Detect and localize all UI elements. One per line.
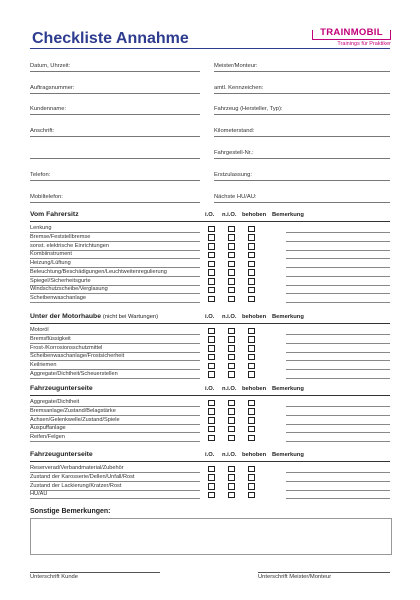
checkbox-behoben[interactable] xyxy=(248,426,255,433)
remark-field[interactable] xyxy=(286,490,390,499)
checklist-row xyxy=(30,259,390,268)
checkbox-nio[interactable] xyxy=(228,328,235,335)
checkbox-nio[interactable] xyxy=(228,345,235,352)
checklist-item-label: Heizung/Lüftung xyxy=(30,259,200,268)
checkbox-io[interactable] xyxy=(208,354,215,361)
logo-brand: TRAINMOBIL xyxy=(312,27,391,40)
remark-field[interactable] xyxy=(286,250,390,259)
checkbox-io[interactable] xyxy=(208,345,215,352)
field-right-0[interactable]: Meister/Monteur: xyxy=(214,62,390,72)
checkbox-behoben[interactable] xyxy=(248,252,255,259)
field-right-5[interactable]: Erstzulassung: xyxy=(214,171,390,181)
remark-field[interactable] xyxy=(286,361,390,370)
column-nio: n.i.O. xyxy=(222,386,237,392)
checklist-item-label: Lenkung xyxy=(30,224,200,233)
checklist-item-label: Zustand der Lackierung/Kratzer/Rost xyxy=(30,482,200,491)
field-left-6[interactable]: Mobiltelefon: xyxy=(30,193,200,203)
checklist-item-label: Zustand der Karosserie/Dellen/Unfall/Rost xyxy=(30,473,200,482)
logo-tagline: Trainings für Praktiker xyxy=(337,41,391,47)
remark-field[interactable] xyxy=(286,482,390,491)
checklist-item-label: Beleuchtung/Beschädigungen/Leuchtweitenregulierung xyxy=(30,268,200,277)
checklist-item-label: Spiegel/Sicherheitsgurte xyxy=(30,277,200,286)
checkbox-io[interactable] xyxy=(208,483,215,490)
checkbox-behoben[interactable] xyxy=(248,400,255,407)
remark-field[interactable] xyxy=(286,277,390,286)
section-title-text: Fahrzeugunterseite xyxy=(30,385,93,392)
section-title xyxy=(30,211,79,218)
remarks-heading: Sonstige Bemerkungen: xyxy=(30,508,111,515)
checklist-row xyxy=(30,398,390,407)
checkbox-behoben[interactable] xyxy=(248,278,255,285)
checkbox-nio[interactable] xyxy=(228,243,235,250)
remark-field[interactable] xyxy=(286,352,390,361)
checkbox-behoben[interactable] xyxy=(248,287,255,294)
checkbox-behoben[interactable] xyxy=(248,296,255,303)
checklist-row xyxy=(30,285,390,294)
remark-field[interactable] xyxy=(286,473,390,482)
checklist-row xyxy=(30,361,390,370)
remark-field[interactable] xyxy=(286,224,390,233)
checklist-item-label: Frost-/Korrosionsschutzmittel xyxy=(30,344,200,353)
checklist-row xyxy=(30,224,390,233)
column-behoben: behoben xyxy=(242,386,267,392)
checkbox-behoben[interactable] xyxy=(248,243,255,250)
checkbox-behoben[interactable] xyxy=(248,234,255,241)
checkbox-io[interactable] xyxy=(208,408,215,415)
remark-field[interactable] xyxy=(286,433,390,442)
remark-field[interactable] xyxy=(286,464,390,473)
checklist-item-label: Bremse/Feststellbremse xyxy=(30,233,200,242)
section-header xyxy=(30,385,390,396)
checkbox-nio[interactable] xyxy=(228,408,235,415)
remark-field[interactable] xyxy=(286,424,390,433)
checklist-row xyxy=(30,482,390,491)
remark-field[interactable] xyxy=(286,407,390,416)
checklist-item-label: Windschutzscheibe/Verglasung xyxy=(30,285,200,294)
checkbox-nio[interactable] xyxy=(228,287,235,294)
checkbox-nio[interactable] xyxy=(228,336,235,343)
remark-field[interactable] xyxy=(286,259,390,268)
remark-field[interactable] xyxy=(286,335,390,344)
checklist-item-label: Scheibenwaschanlage xyxy=(30,294,200,303)
section-title-text: Vom Fahrersitz xyxy=(30,211,79,218)
checkbox-io[interactable] xyxy=(208,371,215,378)
checkbox-nio[interactable] xyxy=(228,296,235,303)
checkbox-behoben[interactable] xyxy=(248,483,255,490)
checklist-row xyxy=(30,407,390,416)
checkbox-behoben[interactable] xyxy=(248,435,255,442)
checklist-row xyxy=(30,344,390,353)
section-header xyxy=(30,211,390,222)
checkbox-behoben[interactable] xyxy=(248,371,255,378)
trainmobil-logo xyxy=(312,27,391,47)
checklist-row xyxy=(30,277,390,286)
remark-field[interactable] xyxy=(286,326,390,335)
checkbox-behoben[interactable] xyxy=(248,328,255,335)
checkbox-nio[interactable] xyxy=(228,252,235,259)
checkbox-nio[interactable] xyxy=(228,234,235,241)
checkbox-io[interactable] xyxy=(208,226,215,233)
checkbox-io[interactable] xyxy=(208,243,215,250)
header-divider xyxy=(30,48,390,49)
column-bemerkung: Bemerkung xyxy=(272,212,304,218)
checklist-item-label: Auspuffanlage xyxy=(30,424,200,433)
checklist-item-label: Reserverad/Verbandmaterial/Zubehör xyxy=(30,464,200,473)
checkbox-nio[interactable] xyxy=(228,278,235,285)
checklist-row xyxy=(30,268,390,277)
checkbox-io[interactable] xyxy=(208,278,215,285)
checkbox-io[interactable] xyxy=(208,400,215,407)
remark-field[interactable] xyxy=(286,294,390,303)
checkbox-behoben[interactable] xyxy=(248,336,255,343)
checkbox-nio[interactable] xyxy=(228,354,235,361)
remark-field[interactable] xyxy=(286,416,390,425)
checklist-item-label: Aggregate/Dichtheit/Scheuerstellen xyxy=(30,370,200,379)
checklist-row xyxy=(30,473,390,482)
checkbox-io[interactable] xyxy=(208,492,215,499)
remark-field[interactable] xyxy=(286,233,390,242)
remark-field[interactable] xyxy=(286,370,390,379)
checkbox-behoben[interactable] xyxy=(248,492,255,499)
field-left-3[interactable]: Anschrift: xyxy=(30,127,200,137)
field-left-2[interactable]: Kundenname: xyxy=(30,105,200,115)
column-behoben: behoben xyxy=(242,314,267,320)
checkbox-nio[interactable] xyxy=(228,371,235,378)
column-nio: n.i.O. xyxy=(222,452,237,458)
checkbox-io[interactable] xyxy=(208,269,215,276)
checkbox-behoben[interactable] xyxy=(248,474,255,481)
checkbox-nio[interactable] xyxy=(228,426,235,433)
page-title: Checkliste Annahme xyxy=(32,30,189,47)
checklist-row xyxy=(30,416,390,425)
checkbox-behoben[interactable] xyxy=(248,408,255,415)
checkbox-io[interactable] xyxy=(208,261,215,268)
checkbox-io[interactable] xyxy=(208,426,215,433)
checkbox-io[interactable] xyxy=(208,234,215,241)
checklist-item-label: HU/AU xyxy=(30,490,200,499)
field-left-4[interactable] xyxy=(30,149,200,159)
checkbox-nio[interactable] xyxy=(228,435,235,442)
checkbox-io[interactable] xyxy=(208,474,215,481)
checkbox-nio[interactable] xyxy=(228,261,235,268)
column-behoben: behoben xyxy=(242,212,267,218)
checklist-row xyxy=(30,424,390,433)
column-nio: n.i.O. xyxy=(222,314,237,320)
checkbox-nio[interactable] xyxy=(228,474,235,481)
checklist-row xyxy=(30,294,390,303)
section-title xyxy=(30,385,93,392)
checkbox-behoben[interactable] xyxy=(248,345,255,352)
checkbox-io[interactable] xyxy=(208,417,215,424)
checklist-row xyxy=(30,242,390,251)
section-header xyxy=(30,451,390,462)
signature-mechanic[interactable]: Unterschrift Meister/Monteur xyxy=(258,572,390,580)
checkbox-nio[interactable] xyxy=(228,363,235,370)
checklist-row xyxy=(30,326,390,335)
section-header xyxy=(30,313,390,324)
column-io: i.O. xyxy=(205,452,215,458)
checkbox-behoben[interactable] xyxy=(248,417,255,424)
checkbox-io[interactable] xyxy=(208,252,215,259)
checklist-item-label: Kombiinstrument xyxy=(30,250,200,259)
checkbox-io[interactable] xyxy=(208,466,215,473)
section-title xyxy=(30,313,158,320)
column-nio: n.i.O. xyxy=(222,212,237,218)
checkbox-nio[interactable] xyxy=(228,226,235,233)
checklist-row xyxy=(30,370,390,379)
column-bemerkung: Bemerkung xyxy=(272,452,304,458)
field-left-1[interactable]: Auftragsnummer: xyxy=(30,84,200,94)
field-right-2[interactable]: Fahrzeug (Hersteller, Typ): xyxy=(214,105,390,115)
checklist-row xyxy=(30,433,390,442)
checklist-item-label: Achsen/Gelenkwelle/Zustand/Spiele xyxy=(30,416,200,425)
checkbox-nio[interactable] xyxy=(228,492,235,499)
remark-field[interactable] xyxy=(286,242,390,251)
section-title xyxy=(30,451,93,458)
remarks-box[interactable] xyxy=(30,518,392,555)
signature-customer[interactable]: Unterschrift Kunde xyxy=(30,572,160,580)
checkbox-nio[interactable] xyxy=(228,417,235,424)
remark-field[interactable] xyxy=(286,344,390,353)
section-title-text: Unter der Motorhaube xyxy=(30,313,101,320)
section-subtitle: (nicht bei Wartungen) xyxy=(102,314,159,320)
field-right-6[interactable]: Nächste HU/AU: xyxy=(214,193,390,203)
checkbox-behoben[interactable] xyxy=(248,269,255,276)
remark-field[interactable] xyxy=(286,285,390,294)
checklist-row xyxy=(30,233,390,242)
field-right-1[interactable]: amtl. Kennzeichen: xyxy=(214,84,390,94)
checkbox-behoben[interactable] xyxy=(248,363,255,370)
checklist-item-label: Scheibenwaschanlage/Frostsicherheit xyxy=(30,352,200,361)
column-io: i.O. xyxy=(205,212,215,218)
section-title-text: Fahrzeugunterseite xyxy=(30,451,93,458)
checkbox-behoben[interactable] xyxy=(248,466,255,473)
checkbox-nio[interactable] xyxy=(228,483,235,490)
checklist-row xyxy=(30,490,390,499)
checklist-item-label: Motoröl xyxy=(30,326,200,335)
field-left-0[interactable]: Datum, Uhrzeit: xyxy=(30,62,200,72)
checklist-row xyxy=(30,352,390,361)
checklist-item-label: Aggregate/Dichtheit xyxy=(30,398,200,407)
checklist-item-label: Reifen/Felgen xyxy=(30,433,200,442)
checkbox-nio[interactable] xyxy=(228,466,235,473)
checkbox-io[interactable] xyxy=(208,296,215,303)
checkbox-behoben[interactable] xyxy=(248,226,255,233)
remark-field[interactable] xyxy=(286,398,390,407)
checklist-item-label: Bremsflüssigkeit xyxy=(30,335,200,344)
checkbox-io[interactable] xyxy=(208,336,215,343)
column-bemerkung: Bemerkung xyxy=(272,386,304,392)
checkbox-nio[interactable] xyxy=(228,269,235,276)
checklist-row xyxy=(30,250,390,259)
checkbox-io[interactable] xyxy=(208,435,215,442)
checklist-item-label: Keilriemen xyxy=(30,361,200,370)
checklist-row xyxy=(30,335,390,344)
checkbox-behoben[interactable] xyxy=(248,261,255,268)
column-behoben: behoben xyxy=(242,452,267,458)
column-io: i.O. xyxy=(205,386,215,392)
checklist-row xyxy=(30,464,390,473)
remark-field[interactable] xyxy=(286,268,390,277)
field-right-3[interactable]: Kilometerstand: xyxy=(214,127,390,137)
checkbox-io[interactable] xyxy=(208,287,215,294)
checkbox-nio[interactable] xyxy=(228,400,235,407)
field-left-5[interactable]: Telefon: xyxy=(30,171,200,181)
column-io: i.O. xyxy=(205,314,215,320)
checkbox-behoben[interactable] xyxy=(248,354,255,361)
column-bemerkung: Bemerkung xyxy=(272,314,304,320)
checklist-item-label: sonst. elektrische Einrichtungen xyxy=(30,242,200,251)
checkbox-io[interactable] xyxy=(208,363,215,370)
field-right-4[interactable]: Fahrgestell-Nr.: xyxy=(214,149,390,159)
checkbox-io[interactable] xyxy=(208,328,215,335)
checklist-item-label: Bremsanlage/Zustand/Belagstärke xyxy=(30,407,200,416)
